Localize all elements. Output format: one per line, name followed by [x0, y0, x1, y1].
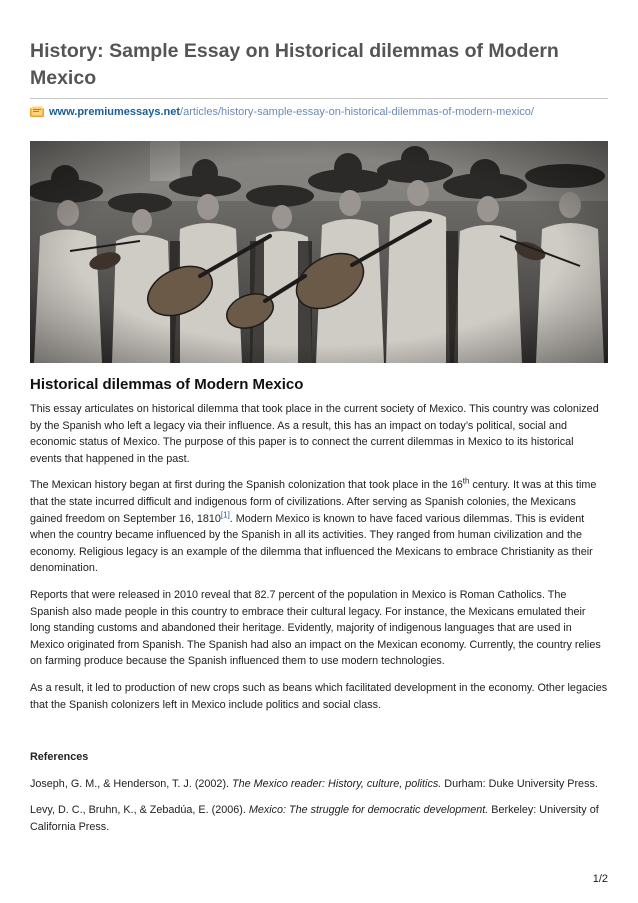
paragraph-1: This essay articulates on historical dilemma that took place in the current society of Mexico. This country was colonized by the Spanish who left a legacy via their influence. As a result, this has an impact on today’s political, social and economic status of Mexico. The purpose of this paper is to connect the current dilemmas in Mexico to its historical events that happened in the past.: [30, 403, 599, 465]
reference-title: The Mexico reader: History, culture, politics.: [232, 777, 442, 790]
ordinal-superscript: th: [462, 476, 470, 486]
mariachi-photo: [30, 141, 608, 363]
reference-title: Mexico: The struggle for democratic development.: [248, 804, 489, 817]
source-domain: www.premiumessays.net: [49, 106, 181, 118]
title-divider: [30, 98, 608, 99]
page-number: 1/2: [592, 873, 608, 885]
document-page: [30, 0, 608, 835]
paragraph-2-part-c: . Modern Mexico is known to have faced various dilemmas. This is evident when the country became influenced by the Spanish in all its activities. They ranged from human civilization and the economy. Religious legacy is an example of the dilemma that influenced the Mexicans to embrace Christianity as their denomination.: [30, 512, 593, 575]
paragraph-2-part-b: century. It was at this time that the state incurred difficult and indigenous form of civilizations. After serving as Spanish colonies, the Mexicans gained freedom on September 16, 1810: [30, 479, 597, 525]
source-path: /articles/history-sample-essay-on-historical-dilemmas-of-modern-mexico/: [180, 106, 534, 118]
reference-publisher: Durham: Duke University Press.: [441, 777, 598, 790]
reference-item: [30, 802, 608, 835]
paragraph-4: As a result, it led to production of new crops such as beans which facilitated development in the economy. Other legacies that the Spanish colonizers left in Mexico include politics and social class.: [30, 681, 608, 711]
paragraph-2-part-a: The Mexican history began at first during the Spanish colonization that took place in the 16: [30, 479, 463, 492]
reference-item: [30, 776, 608, 793]
reference-authors: Levy, D. C., Bruhn, K., & Zebadúa, E. (2006).: [30, 804, 249, 817]
source-url-link[interactable]: [49, 105, 534, 119]
page-title: History: Sample Essay on Historical dilemmas of Modern Mexico: [30, 40, 559, 89]
rss-feed-icon: [30, 106, 44, 118]
reference-publisher: Berkeley: University of California Press.: [30, 804, 599, 833]
paragraph-2: [30, 477, 608, 577]
reference-authors: Joseph, G. M., & Henderson, T. J. (2002).: [30, 777, 233, 790]
references-heading: References: [30, 751, 89, 764]
article-heading: Historical dilemmas of Modern Mexico: [30, 376, 304, 393]
paragraph-3: Reports that were released in 2010 reveal that 82.7 percent of the population in Mexico is Roman Catholics. The Spanish also made people in this country to embrace their cultural legacy. For instance, the Mexicans emulated their long standing customs and abandoned their heritage. Evidently, majority of indigenous languages that are used in Mexico originated from Spanish. The Spanish had also an impact on the Mexican economy. Currently, the country relies on farming produce because the Spanish influenced them to use modern technologies.: [30, 588, 601, 668]
citation-link[interactable]: [1]: [220, 509, 230, 519]
source-line: [30, 105, 608, 119]
